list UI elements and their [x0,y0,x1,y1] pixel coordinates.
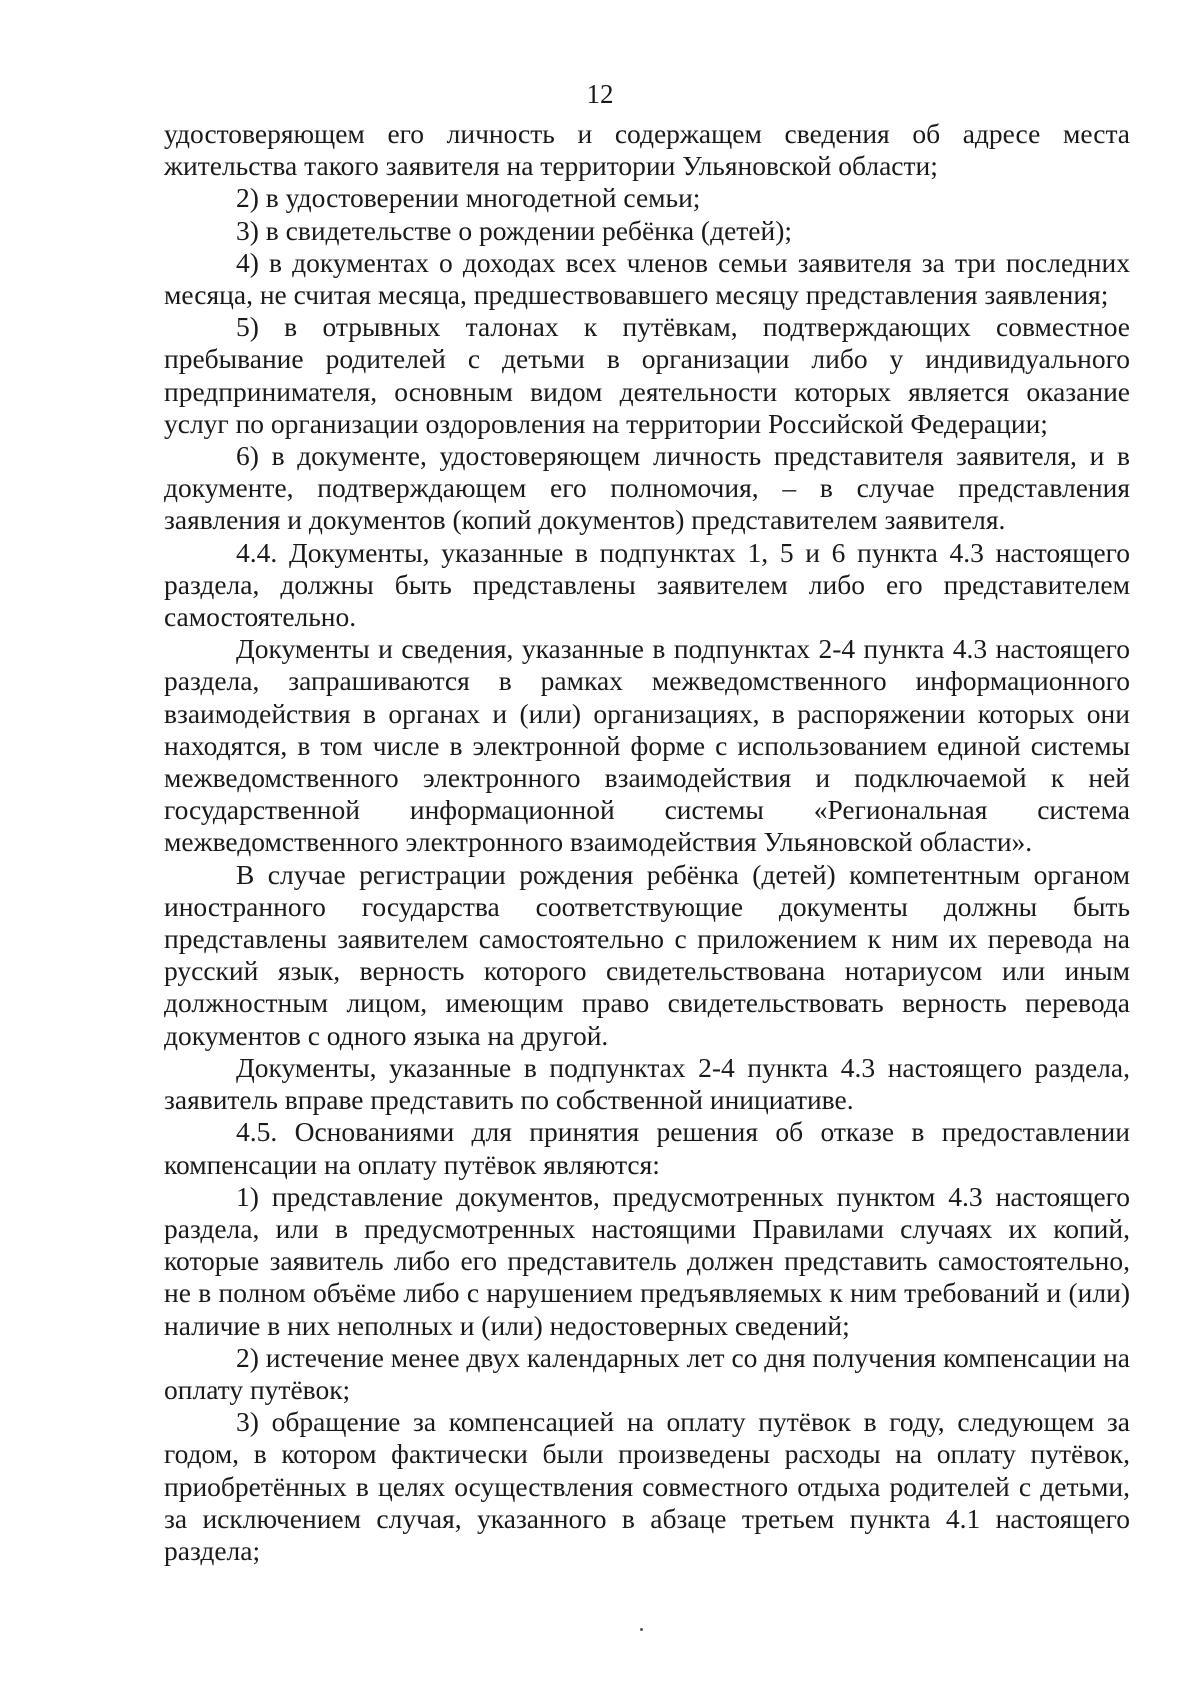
paragraph-interagency-requests: Документы и сведения, указанные в подпунктах 2-4 пункта 4.3 настоящего раздела, запрашиваются в рамках межведомственного информационного взаимодействия в органах и (или) организациях, в распоряжении которых они находятся, в том числе в электронной форме с использованием единой системы межведомственного электронного взаимодействия и подключаемой к ней государственной информационной системы «Региональная система межведомственного электронного взаимодействия Ульяновской области». [164,633,1130,858]
scan-speck [640,1628,643,1631]
page-number: 12 [586,79,614,109]
section-4-5: 4.5. Основаниями для принятия решения об отказе в предоставлении компенсации на оплату путёвок являются: [164,1116,1130,1180]
list-item-5: 5) в отрывных талонах к путёвкам, подтверждающих совместное пребывание родителей с детьми в организации либо у индивидуального предпринимателя, основным видом деятельности которых является оказание услуг по организации оздоровления на территории Российской Федерации; [164,311,1130,439]
list-item-4: 4) в документах о доходах всех членов семьи заявителя за три последних месяца, не считая месяца, предшествовавшего месяцу представления заявления; [164,246,1130,311]
document-body [164,118,1130,1567]
refusal-ground-2: 2) истечение менее двух календарных лет со дня получения компенсации на оплату путёвок; [164,1341,1131,1405]
list-item-3: 3) в свидетельстве о рождении ребёнка (детей); [236,214,793,246]
paragraph-own-initiative: Документы, указанные в подпунктах 2-4 пункта 4.3 настоящего раздела, заявитель вправе представить по собственной инициативе. [164,1051,1130,1116]
list-item-2: 2) в удостоверении многодетной семьи; [236,182,701,214]
section-4-4: 4.4. Документы, указанные в подпунктах 1, 5 и 6 пункта 4.3 настоящего раздела, должны быть представлены заявителем либо его представителем самостоятельно. [164,536,1130,633]
paragraph-continuation: удостоверяющем его личность и содержащем сведения об адресе места жительства такого заявителя на территории Ульяновской области; [164,118,1130,182]
paragraph-foreign-registration: В случае регистрации рождения ребёнка (детей) компетентным органом иностранного государства соответствующие документы должны быть представлены заявителем самостоятельно с приложением к ним их перевода на русский язык, верность которого свидетельствована нотариусом или иным должностным лицом, имеющим право свидетельствовать верность перевода документов с одного языка на другой. [164,858,1130,1051]
refusal-ground-3: 3) обращение за компенсацией на оплату путёвок в году, следующем за годом, в котором фактически были произведены расходы на оплату путёвок, приобретённых в целях осуществления совместного отдыха родителей с детьми, за исключением случая, указанного в абзаце третьем пункта 4.1 настоящего раздела; [164,1406,1130,1566]
refusal-ground-1: 1) представление документов, предусмотренных пунктом 4.3 настоящего раздела, или в предусмотренных настоящими Правилами случаях их копий, которые заявитель либо его представитель должен представить самостоятельно, не в полном объёме либо с нарушением предъявляемых к ним требований и (или) наличие в них неполных и (или) недостоверных сведений; [164,1180,1130,1341]
list-item-6: 6) в документе, удостоверяющем личность представителя заявителя, и в документе, подтверждающем его полномочия, – в случае представления заявления и документов (копий документов) представителем заявителя. [164,440,1130,536]
